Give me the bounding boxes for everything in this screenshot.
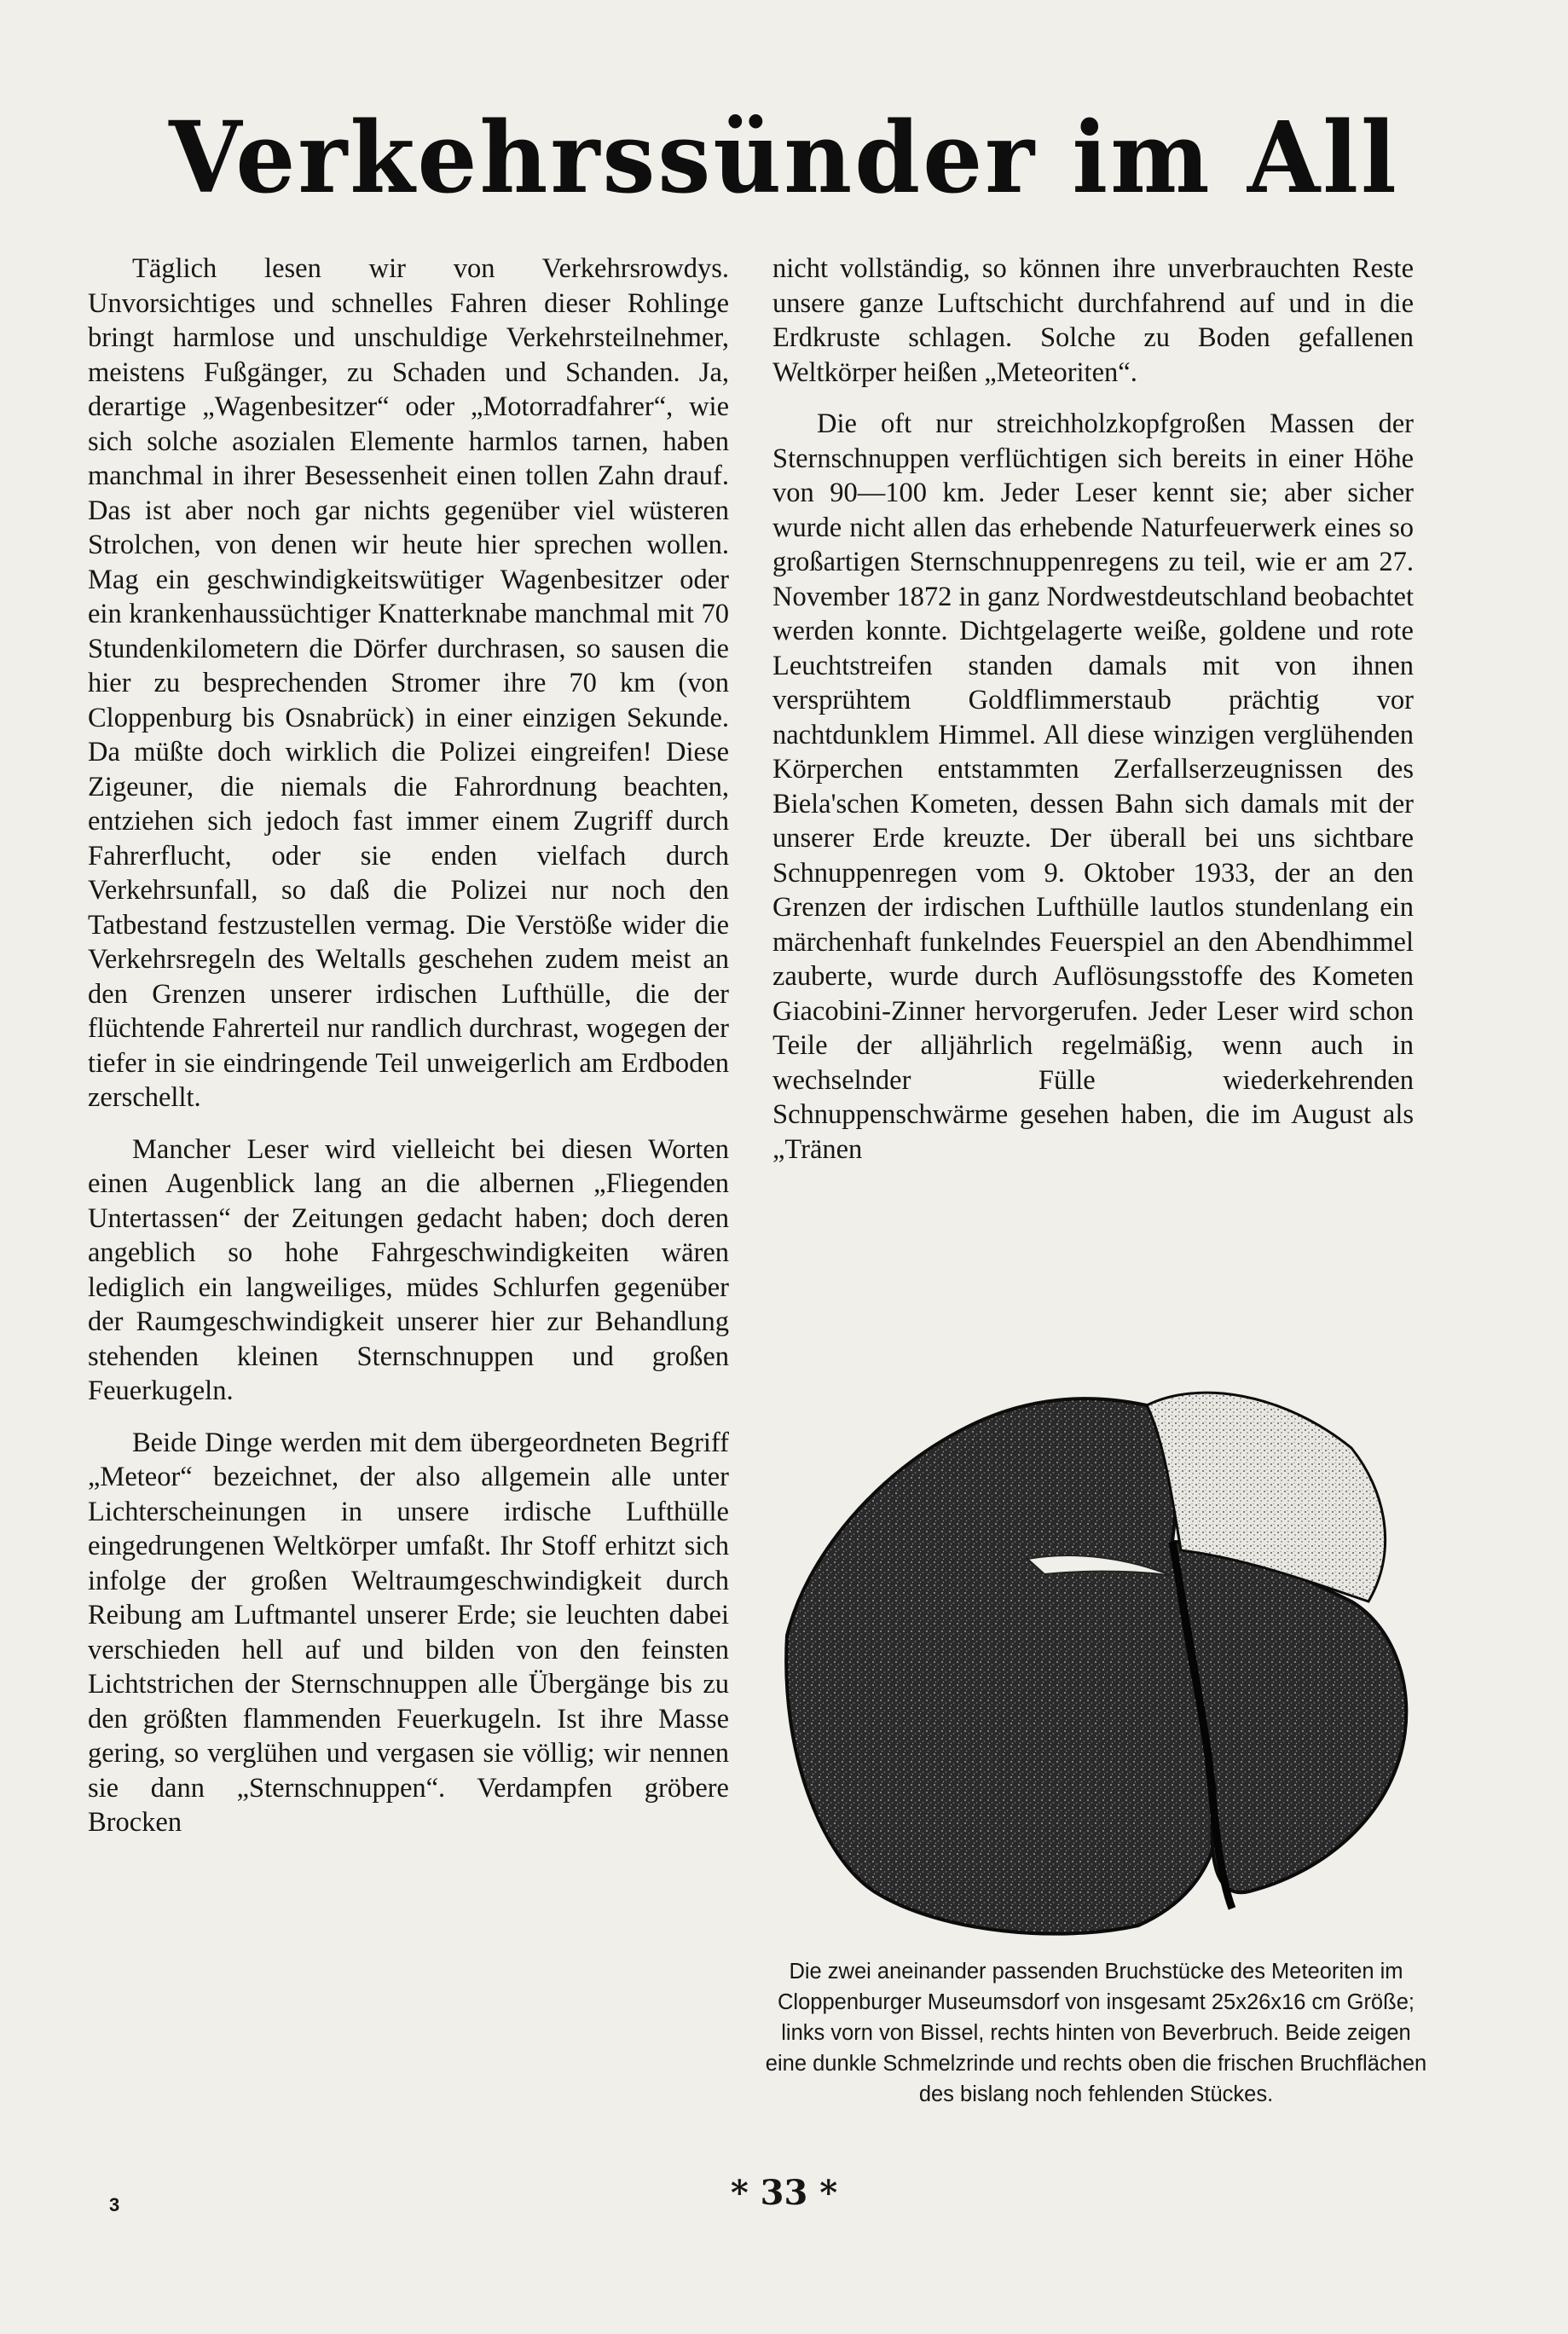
article-title: Verkehrssünder im All: [169, 99, 1399, 216]
meteorite-illustration: [772, 1346, 1420, 1943]
paragraph: Die oft nur streichholzkopfgroßen Massen der Sternschnuppen verflüchtigen sich bereits in einer Höhe von 90—100 km. Jeder Leser kennt sie; aber sicher wurde nicht allen das erhebende Naturfeuerwerk eines so großartigen Sternschnuppenregens zu teil, wie er am 27. November 1872 in ganz Nordwestdeutschland beobachtet werden konnte. Dichtgelagerte weiße, goldene und rote Leuchtstreifen standen damals mit von ihnen versprühtem Goldflimmerstaub prächtig vor nachtdunklem Himmel. All diese winzigen verglühenden Körperchen entstammten Zerfallserzeugnissen des Biela'schen Kometen, dessen Bahn sich damals mit der unserer Erde kreuzte. Der überall bei uns sichtbare Schnuppenregen vom 9. Oktober 1933, der an den Grenzen der irdischen Lufthülle lautlos stundenlang ein märchenhaft funkelndes Feuerspiel an den Abendhimmel zauberte, wurde durch Auflösungsstoffe des Kometen Giacobini-Zinner hervorgerufen. Jeder Leser wird schon Teile der alljährlich regelmäßig, wenn auch in wechselnder Fülle wiederkehrenden Schnuppenschwärme gesehen haben, die im August als „Tränen: [772, 408, 1414, 1165]
signature-mark: 3: [109, 2194, 120, 2215]
paragraph: Täglich lesen wir von Verkehrsrowdys. Unvorsichtiges und schnelles Fahren dieser Rohlinge bringt harmlose und unschuldige Verkehrsteilnehmer, meistens Fußgänger, zu Schaden und Schanden. Ja, derartige „Wagenbesitzer“ oder „Motorradfahrer“, wie sich solche asozialen Elemente harmlos tarnen, haben manchmal in ihrer Besessenheit einen tollen Zahn drauf. Das ist aber noch gar nichts gegenüber viel wüsteren Strolchen, von denen wir heute hier sprechen wollen. Mag ein geschwindigkeitswütiger Wagenbesitzer oder ein krankenhaussüchtiger Knatterknabe manchmal mit 70 Stundenkilometern die Dörfer durchrasen, so sausen die hier zu besprechenden Stromer ihre 70 km (von Cloppenburg bis Osnabrück) in einer einzigen Sekunde. Da müßte doch wirklich die Polizei eingreifen! Diese Zigeuner, die niemals die Fahrordnung beachten, entziehen sich jedoch fast immer einem Zugriff durch Fahrerflucht, oder sie enden vielfach durch Verkehrsunfall, so daß die Polizei nur noch den Tatbestand festzustellen vermag. Die Verstöße wider die Verkehrsregeln des Weltalls geschehen zudem meist an den Grenzen unserer irdischen Lufthülle, die der flüchtende Fahrerteil nur randlich durchrast, wogegen der tiefer in sie eindringende Teil unweigerlich am Erdboden zerschellt.: [88, 253, 729, 1113]
left-column: [88, 252, 729, 1840]
right-column: [772, 252, 1414, 1167]
paragraph: Beide Dinge werden mit dem übergeordneten Begriff „Meteor“ bezeichnet, der also allgemein alle unter Lichterscheinungen in unsere irdische Lufthülle eingedrungenen Weltkörper umfaßt. Ihr Stoff erhitzt sich infolge der großen Weltraumgeschwindigkeit durch Reibung am Luftmantel unserer Erde; sie leuchten dabei verschieden hell auf und bilden von den feinsten Lichtstrichen der Sternschnuppen alle Übergänge bis zu den größten flammenden Feuerkugeln. Ist ihre Masse gering, so verglühen und vergasen sie völlig; wir nennen sie dann „Sternschnuppen“. Verdampfen gröbere Brocken: [88, 1427, 729, 1838]
figure-caption: Die zwei aneinander passenden Bruchstücke des Meteoriten im Cloppenburger Museumsdorf von insgesamt 25x26x16 cm Größe; links vorn von Bissel, rechts hinten von Beverbruch. Beide zeigen eine dunkle Schmelzrinde und rechts oben die frischen Bruchflächen des bislang noch fehlenden Stückes.: [765, 1960, 1427, 2106]
paragraph: nicht vollständig, so können ihre unverbrauchten Reste unsere ganze Luftschicht durchfahrend auf und in die Erdkruste schlagen. Solche zu Boden gefallenen Weltkörper heißen „Meteoriten“.: [772, 253, 1414, 388]
page-number: * 33 *: [730, 2173, 838, 2213]
paragraph: Mancher Leser wird vielleicht bei diesen Worten einen Augenblick lang an die albernen „Fliegenden Untertassen“ der Zeitungen gedacht haben; doch deren angeblich so hohe Fahrgeschwindigkeiten wären lediglich ein langweiliges, müdes Schlurfen gegenüber der Raumgeschwindigkeit unserer hier zur Behandlung stehenden kleinen Sternschnuppen und großen Feuerkugeln.: [88, 1133, 729, 1406]
